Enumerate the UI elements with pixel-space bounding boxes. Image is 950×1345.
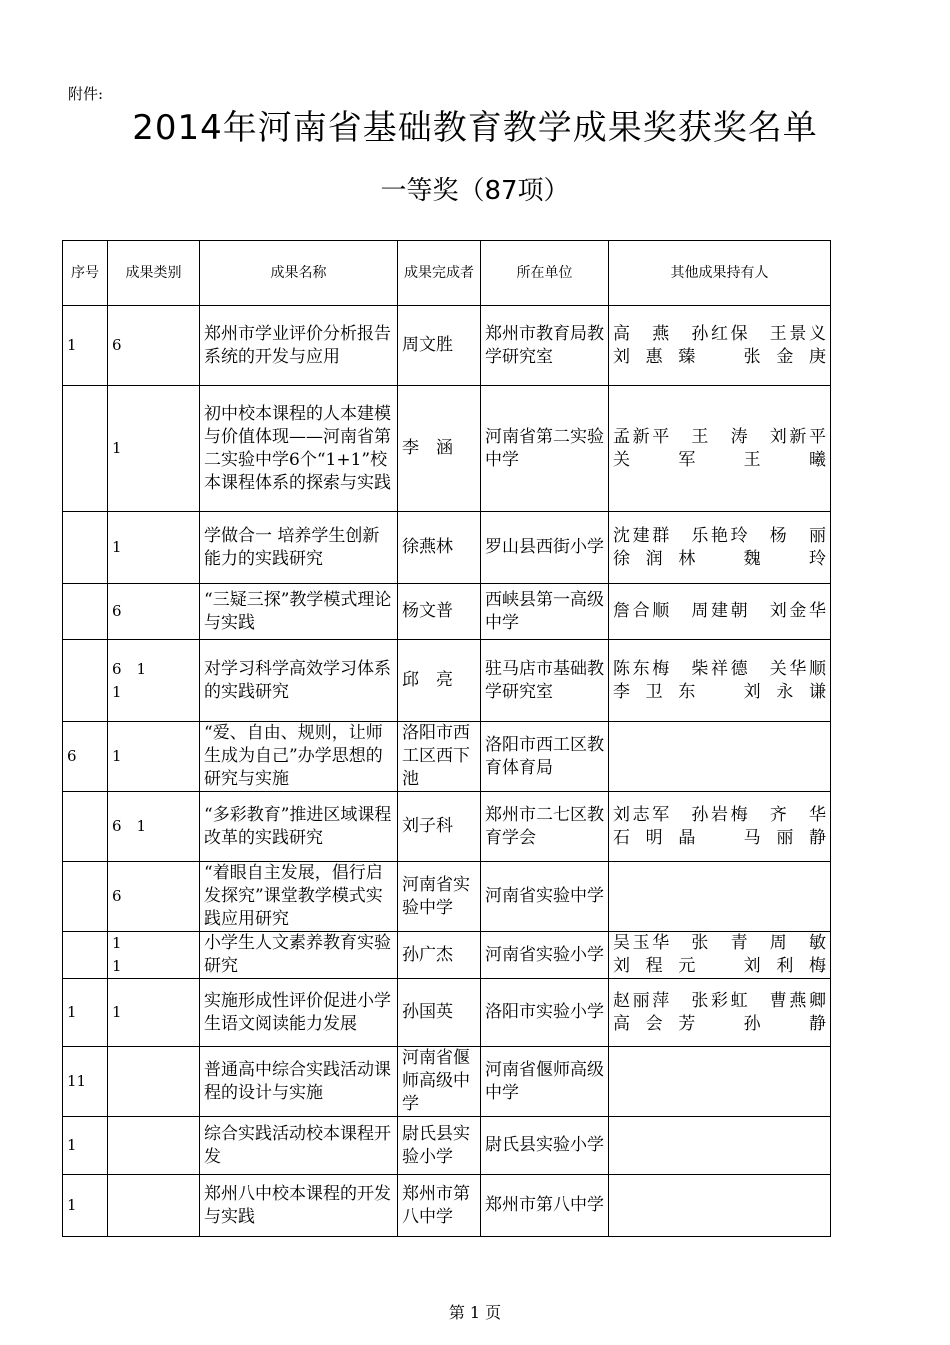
table-row [63,640,831,722]
table-row [63,792,831,862]
table-row [63,932,831,979]
holder-line: 刘志军 孙岩梅 齐 华 [613,804,826,825]
cell-unit: 河南省第二实验中学 [481,386,609,512]
cell-name: 学做合一 培养学生创新能力的实践研究 [200,512,398,584]
holder-line: 关 军 王 曦 [613,449,826,470]
table-row [63,1047,831,1117]
cell-other-holders [609,386,831,512]
cell-unit: 郑州市第八中学 [481,1175,609,1237]
holder-line: 刘程元 刘利梅 [613,956,826,976]
cell-other-holders [609,792,831,862]
holder-line: 徐润林 魏 玲 [613,548,826,569]
cell-name: 初中校本课程的人本建模与价值体现——河南省第二实验中学6个“1+1”校本课程体系的探索与实践 [200,386,398,512]
header-name: 成果名称 [200,241,398,306]
cell-other-holders [609,584,831,640]
holder-line: 李卫东 刘永谦 [613,681,826,702]
header-category: 成果类别 [108,241,200,306]
cell-author: 刘子科 [398,792,481,862]
awards-table [62,240,831,1237]
holder-line: 高 燕 孙红保 王景义 [613,323,826,344]
cell-other-holders [609,1175,831,1237]
cell-category: 6 [108,584,200,640]
cell-other-holders [609,932,831,979]
header-seq: 序号 [63,241,108,306]
table-row [63,584,831,640]
cell-other-holders [609,640,831,722]
cell-other-holders [609,1047,831,1117]
cell-category: 6 1 [108,792,200,862]
cell-category: 1 1 [108,932,200,979]
cell-category: 1 [108,722,200,792]
cell-author: 河南省偃师高级中学 [398,1047,481,1117]
cell-seq: 1 [63,306,108,386]
cell-seq [63,512,108,584]
cell-seq: 1 [63,979,108,1047]
cell-other-holders [609,1117,831,1175]
cell-author: 河南省实验中学 [398,862,481,932]
cell-seq [63,386,108,512]
header-author: 成果完成者 [398,241,481,306]
cell-other-holders [609,512,831,584]
cell-author: 邱 亮 [398,640,481,722]
cell-unit: 河南省偃师高级中学 [481,1047,609,1117]
cell-category [108,1117,200,1175]
cell-name: 郑州八中校本课程的开发与实践 [200,1175,398,1237]
cell-name: 综合实践活动校本课程开发 [200,1117,398,1175]
cell-author: 孙广杰 [398,932,481,979]
cell-name: 对学习科学高效学习体系的实践研究 [200,640,398,722]
cell-seq [63,640,108,722]
cell-name: “爱、自由、规则，让师生成为自己”办学思想的研究与实施 [200,722,398,792]
holder-line: 沈建群 乐艳玲 杨 丽 [613,525,826,546]
header-others: 其他成果持有人 [609,241,831,306]
award-level-subtitle: 一等奖（87项） [380,176,570,206]
cell-other-holders [609,979,831,1047]
holder-line: 刘惠臻 张金庚 [613,346,826,367]
cell-category: 6 [108,862,200,932]
cell-name: “多彩教育”推进区域课程改革的实践研究 [200,792,398,862]
holder-line: 高会芳 孙 静 [613,1013,826,1034]
cell-name: “三疑三探”教学模式理论与实践 [200,584,398,640]
cell-unit: 郑州市二七区教育学会 [481,792,609,862]
cell-category: 1 [108,386,200,512]
table-header-row [63,241,831,306]
cell-unit: 洛阳市西工区教育体育局 [481,722,609,792]
cell-other-holders [609,862,831,932]
table-row [63,1117,831,1175]
cell-seq [63,932,108,979]
holder-line: 赵丽萍 张彩虹 曹燕卿 [613,990,826,1011]
cell-category: 6 1 1 [108,640,200,722]
cell-unit: 河南省实验中学 [481,862,609,932]
cell-unit: 罗山县西街小学 [481,512,609,584]
cell-seq [63,862,108,932]
table-row [63,979,831,1047]
cell-unit: 洛阳市实验小学 [481,979,609,1047]
cell-category: 1 [108,512,200,584]
cell-seq [63,792,108,862]
cell-seq: 11 [63,1047,108,1117]
cell-author: 尉氏县实验小学 [398,1117,481,1175]
table-row [63,306,831,386]
cell-unit: 郑州市教育局教学研究室 [481,306,609,386]
table-row [63,1175,831,1237]
page-title: 2014年河南省基础教育教学成果奖获奖名单 [132,108,818,148]
cell-category: 1 [108,979,200,1047]
cell-name: “着眼自主发展，倡行启发探究”课堂教学模式实践应用研究 [200,862,398,932]
table-row [63,722,831,792]
holder-line: 吴玉华 张 青 周 敏 [613,933,826,953]
page-footer: 第 1 页 [448,1303,502,1322]
cell-seq: 6 [63,722,108,792]
cell-unit: 河南省实验小学 [481,932,609,979]
cell-name: 小学生人文素养教育实验研究 [200,932,398,979]
table-row [63,862,831,932]
cell-name: 郑州市学业评价分析报告系统的开发与应用 [200,306,398,386]
holder-line: 陈东梅 柴祥德 关华顺 [613,658,826,679]
cell-unit: 驻马店市基础教学研究室 [481,640,609,722]
cell-seq: 1 [63,1175,108,1237]
holder-line: 孟新平 王 涛 刘新平 [613,426,826,447]
cell-author: 孙国英 [398,979,481,1047]
cell-author: 李 涵 [398,386,481,512]
table-row [63,386,831,512]
cell-author: 杨文普 [398,584,481,640]
cell-author: 徐燕林 [398,512,481,584]
cell-unit: 西峡县第一高级中学 [481,584,609,640]
cell-unit: 尉氏县实验小学 [481,1117,609,1175]
cell-author: 洛阳市西工区西下池 [398,722,481,792]
holder-line: 詹合顺 周建朝 刘金华 [613,601,826,621]
cell-category [108,1175,200,1237]
cell-author: 周文胜 [398,306,481,386]
cell-other-holders [609,722,831,792]
cell-name: 普通高中综合实践活动课程的设计与实施 [200,1047,398,1117]
header-unit: 所在单位 [481,241,609,306]
cell-seq: 1 [63,1117,108,1175]
cell-category [108,1047,200,1117]
cell-seq [63,584,108,640]
cell-author: 郑州市第八中学 [398,1175,481,1237]
cell-category: 6 [108,306,200,386]
cell-name: 实施形成性评价促进小学生语文阅读能力发展 [200,979,398,1047]
attachment-label: 附件: [68,85,104,103]
cell-other-holders [609,306,831,386]
holder-line: 石明晶 马丽静 [613,827,826,848]
table-row [63,512,831,584]
